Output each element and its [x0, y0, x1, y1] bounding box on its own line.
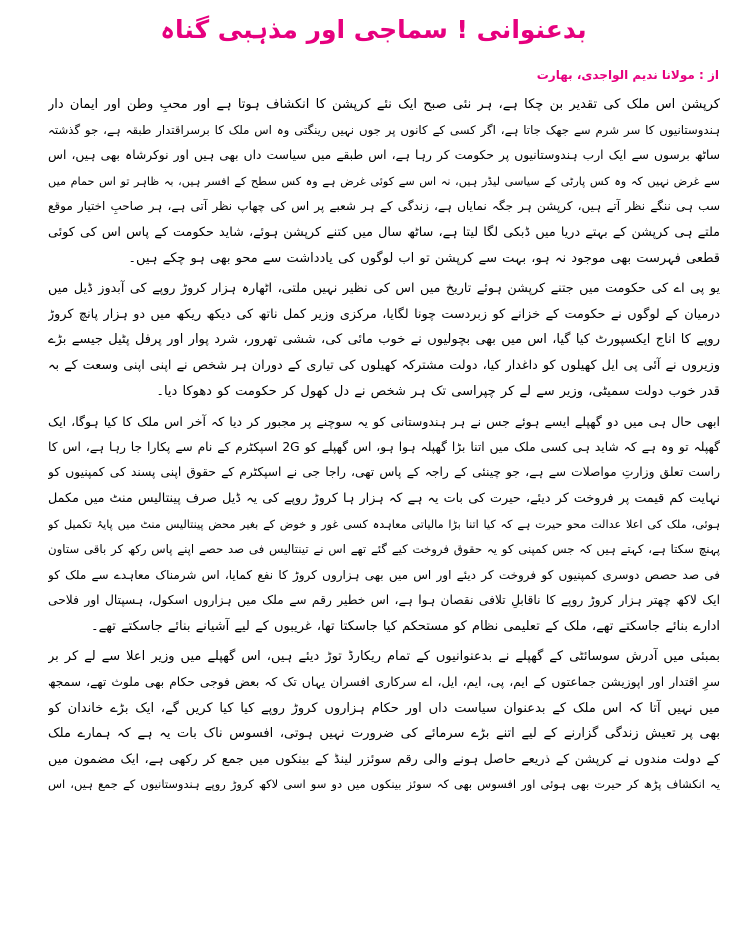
- paragraph-4: [48, 644, 720, 798]
- paragraph-3: [48, 409, 720, 639]
- article-byline: از : مولانا ندیم الواجدی، بھارت: [536, 68, 719, 82]
- text-line: قدر خوب دولت سمیٹی، وزیر سے لے کر چپراسی تک ہر شخص نے دل کھول کر حکومت کو دھوکا دیا۔: [156, 383, 720, 399]
- text-line: سے غرض نہیں کہ وہ کس پارٹی کے سیاسی لیڈر ہیں، نہ اس سے کوئی غرض ہے وہ کس سطح کے افسر ہیں، بہ ظاہر تو اس حمام میں: [48, 174, 720, 188]
- text-line: گھپلہ تو وہ ہے کہ شاید ہی کسی ملک میں اتنا بڑا گھپلہ ہوا ہو، اس گھپلے کو 2G اسپکٹرم کے نام سے پکارا جا رہا ہے، اس کا: [48, 439, 720, 454]
- text-line: راست تعلق وزارتِ مواصلات سے ہے، جو چینئی کے راجہ کے پاس تھی، راجا جی نے اسپکٹرم کے حقوق اپنی پسند کی کمپنیوں کو: [48, 465, 720, 480]
- text-line: درمیان کے لوگوں نے حکومت کے خزانے کو زبردست چونا لگایا، مرکزی وزیر کمل ناتھ کی دیکھ ریکھ میں دو ہزار پانچ کروڑ: [48, 306, 720, 322]
- text-line: وزیروں نے آئی پی ایل کھیلوں کو داغدار کیا، دولت مشترکہ کھیلوں کی تیاری کے دوران ہر شخص نے اپنی اپنی وسعت کے بہ: [48, 357, 720, 373]
- text-line: یہ انکشاف پڑھ کر حیرت بھی ہوئی اور افسوس بھی کہ سوئز بینکوں میں دو سو اسی لاکھ کروڑ روپے ہندوستانیوں کے جمع ہیں، اس: [48, 777, 720, 792]
- text-line: بمبئی میں آدرش سوسائٹی کے گھپلے نے بدعنوانیوں کے تمام ریکارڈ توڑ دیئے ہیں، اس گھپلے میں وزیر اعلا سے لے کر بر: [48, 649, 720, 665]
- text-line: روپے کا اناج ایکسپورٹ کیا گیا، اس میں بھی بچولیوں نے خوب مائی کی، ششی تھرور، شرد پوار اور پرفل پٹیل جیسے بڑے: [48, 332, 720, 348]
- text-line: بھی پر تعیش زندگی گزارنے کے لیے اتنے بڑے سرمائے کی ضرورت نہیں ہوتی، افسوس ناک بات یہ ہے کہ ہمارے ملک: [48, 726, 720, 742]
- text-line: ایک لاکھ چھتر ہزار کروڑ روپے کا ناقابلِ تلافی نقصان ہوا ہے، اس خطیر رقم سے ملک میں ہزاروں اسکول، ہسپتال اور فلاحی: [48, 593, 720, 608]
- text-line: ہندوستانیوں کا سر شرم سے جھک جاتا ہے، اگر کسی کے کانوں پر جوں نہیں رینگتی وہ اس ملک کا برسراقتدار طبقہ ہے، جو گذشتہ: [48, 122, 720, 137]
- text-line: ہوئی، ملک کی اعلا عدالت محو حیرت ہے کہ کیا اتنا بڑا مالیاتی معاہدہ کسی غور و خوض کے بغیر محض پینتالیس منٹ میں پایۂ تکمیل کو: [48, 517, 720, 531]
- article-title: بدعنوانی ! سماجی اور مذہبی گناہ: [160, 15, 587, 44]
- text-line: ملتے ہی کرپشن کے بہتے دریا میں ڈبکی لگا لیتا ہے، ساٹھ سال میں کتنے کرپشن ہوئے، شاید حکومت کے پاس اس کی کوئی: [48, 224, 720, 240]
- text-line: ابھی حال ہی میں دو گھپلے ایسے ہوئے جس نے ہر ہندوستانی کو یہ سوچنے پر مجبور کر دیا کہ آخر اس ملک کا کیا ہوگا، ایک: [48, 414, 720, 430]
- text-line: یو پی اے کی حکومت میں جتنے کرپشن ہوئے تاریخ میں اس کی نظیر نہیں ملتی، اٹھارہ ہزار کروڑ روپے کی آبدوز ڈیل میں: [48, 281, 720, 297]
- text-line: ادارے بنائے جاسکتے تھے، ملک کے تعلیمی نظام کو مستحکم کیا جاسکتا تھا، غریبوں کے لیے آشیانے بنائے جاسکتے تھے۔: [91, 618, 720, 634]
- article-body: [48, 92, 720, 938]
- text-line: سرِ اقتدار اور اپوزیشن جماعتوں کے ایم، پی، ایم، ایل، اے سرکاری افسران یہاں تک کہ بعض فوجی حکام بھی ملوث تھے، سمجھ: [48, 675, 720, 690]
- text-line: قطعی فہرست بھی موجود نہ ہو، بہت سے کرپشن تو اب لوگوں کی یادداشت سے محو بھی ہو چکے ہیں۔: [128, 250, 720, 266]
- text-line: کرپشن اس ملک کی تقدیر بن چکا ہے، ہر نئی صبح ایک نئے کرپشن کا انکشاف ہوتا ہے اور محبِ وطن اور ایمان دار: [48, 97, 720, 112]
- text-line: سب ہی ننگے نظر آتے ہیں، کرپشن ہر جگہ نمایاں ہے، زندگی کے ہر شعبے پر اس کی چھاپ نظر آتی ہے، ہر صاحبِ اختیار موقع: [48, 199, 720, 214]
- text-line: کے دولت مندوں نے کرپشن کے ذریعے حاصل ہونے والی رقم سوئزر لینڈ کے بینکوں میں جمع کر رکھی ہے، ایک مضمون میں: [48, 751, 720, 767]
- paragraph-1: [48, 92, 720, 271]
- text-line: پہنچ سکتا ہے، کہتے ہیں کہ جس کمپنی کو یہ حقوق فروخت کیے گئے تھے اس نے تینتالیس فی صد حصے اپنے پاس رکھ کر باقی ستاون: [48, 542, 720, 557]
- text-line: نہایت کم قیمت پر فروخت کر دیئے، حیرت کی بات یہ ہے کہ ہزار ہا کروڑ روپے کی یہ ڈیل صرف پینتالیس منٹ میں مکمل: [48, 490, 720, 506]
- text-line: میں نہیں آتا کہ اس ملک کے بدعنوان سیاست داں اور حکام ہزاروں کروڑ روپے کیا کیا کریں گے، ایک بڑے خاندان کو: [48, 700, 720, 716]
- text-line: فی صد حصص دوسری کمپنیوں کو فروخت کر دیئے اور اس میں بھی ہزاروں کروڑ کا نفع کمایا، اس شرمناک معاہدے سے ملک کو: [48, 567, 720, 582]
- text-line: ساٹھ برسوں سے ایک ارب ہندوستانیوں پر حکومت کر رہا ہے، اس طبقے میں سیاست داں بھی ہیں اور نوکرشاہ بھی ہیں، اس: [48, 148, 720, 163]
- paragraph-2: [48, 276, 720, 404]
